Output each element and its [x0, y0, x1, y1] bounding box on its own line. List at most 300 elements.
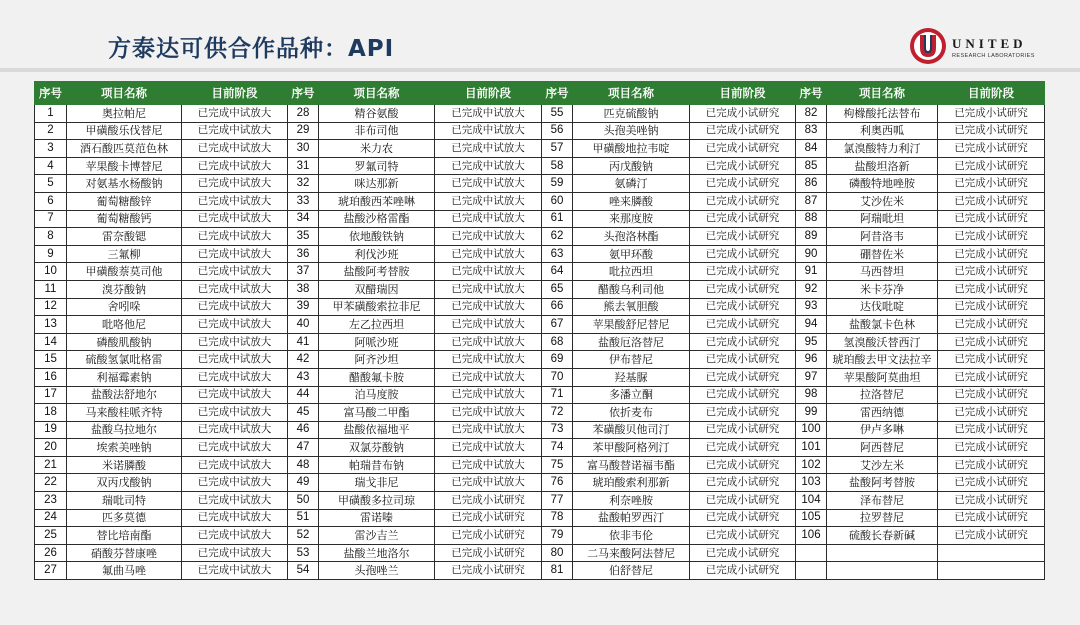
cell-stage: 已完成小试研究: [690, 245, 796, 263]
cell-index: 29: [288, 122, 319, 140]
cell-project-name: 盐酸氯卡色林: [827, 316, 938, 334]
cell-index: 39: [288, 298, 319, 316]
cell-stage: 已完成中试放大: [435, 474, 542, 492]
cell-project-name: 盐酸阿考替胺: [827, 474, 938, 492]
cell-stage: 已完成中试放大: [182, 210, 288, 228]
cell-project-name: 依折麦布: [573, 404, 690, 422]
table-row: [35, 228, 1045, 246]
logo-name: UNITED: [952, 36, 1027, 51]
cell-project-name: 氟曲马唑: [67, 562, 182, 580]
cell-project-name: 伊卢多啉: [827, 421, 938, 439]
cell-stage: 已完成中试放大: [435, 404, 542, 422]
cell-stage: 已完成小试研究: [938, 333, 1045, 351]
cell-stage: 已完成中试放大: [435, 263, 542, 281]
cell-stage: 已完成小试研究: [690, 368, 796, 386]
united-logo-icon: [908, 26, 948, 66]
cell-project-name: 唑来膦酸: [573, 192, 690, 210]
cell-stage: 已完成小试研究: [938, 456, 1045, 474]
cell-index: 91: [796, 263, 827, 281]
cell-index: 40: [288, 316, 319, 334]
cell-stage: 已完成小试研究: [938, 509, 1045, 527]
cell-project-name: 盐酸乌拉地尔: [67, 421, 182, 439]
cell-index: 75: [542, 456, 573, 474]
cell-project-name: 枸橼酸托法替布: [827, 105, 938, 123]
cell-project-name: 利福霉素钠: [67, 368, 182, 386]
cell-project-name: 羟基脲: [573, 368, 690, 386]
cell-stage: 已完成小试研究: [690, 140, 796, 158]
table-row: [35, 562, 1045, 580]
cell-project-name: 头孢美唑钠: [573, 122, 690, 140]
cell-stage: 已完成小试研究: [938, 474, 1045, 492]
cell-project-name: 达伐吡啶: [827, 298, 938, 316]
column-header: 项目名称: [319, 82, 435, 105]
cell-index: 35: [288, 228, 319, 246]
cell-project-name: 琥珀酸西苯唑啉: [319, 192, 435, 210]
cell-stage: 已完成中试放大: [435, 351, 542, 369]
cell-stage: 已完成中试放大: [182, 140, 288, 158]
cell-project-name: 吡咯他尼: [67, 316, 182, 334]
cell-project-name: 来那度胺: [573, 210, 690, 228]
cell-index: 71: [542, 386, 573, 404]
cell-index: 47: [288, 439, 319, 457]
table-row: [35, 474, 1045, 492]
cell-project-name: 艾沙左米: [827, 456, 938, 474]
cell-stage: 已完成小试研究: [938, 527, 1045, 545]
cell-index: 69: [542, 351, 573, 369]
table-row: [35, 105, 1045, 123]
cell-stage: 已完成中试放大: [435, 192, 542, 210]
cell-index: 43: [288, 368, 319, 386]
cell-project-name: 阿瑞吡坦: [827, 210, 938, 228]
cell-index: 94: [796, 316, 827, 334]
cell-stage: 已完成中试放大: [182, 456, 288, 474]
cell-stage: 已完成中试放大: [435, 333, 542, 351]
cell-project-name: 咪达那新: [319, 175, 435, 193]
cell-index: 25: [35, 527, 67, 545]
cell-stage: 已完成小试研究: [690, 175, 796, 193]
cell-stage: 已完成中试放大: [182, 544, 288, 562]
cell-project-name: 磷酸特地唑胺: [827, 175, 938, 193]
cell-project-name: 甲磺酸萘莫司他: [67, 263, 182, 281]
cell-index: 93: [796, 298, 827, 316]
cell-stage: 已完成中试放大: [182, 386, 288, 404]
cell-project-name: 醋酸氟卡胺: [319, 368, 435, 386]
cell-project-name: 富马酸替诺福韦酯: [573, 456, 690, 474]
cell-index: 84: [796, 140, 827, 158]
cell-project-name: 双丙戊酸钠: [67, 474, 182, 492]
table-row: [35, 439, 1045, 457]
cell-index: 11: [35, 280, 67, 298]
cell-index: 15: [35, 351, 67, 369]
cell-project-name: 盐酸厄洛替尼: [573, 333, 690, 351]
cell-index: 95: [796, 333, 827, 351]
cell-project-name: 葡萄糖酸钙: [67, 210, 182, 228]
cell-project-name: 盐酸兰地洛尔: [319, 544, 435, 562]
cell-index: 4: [35, 157, 67, 175]
cell-index: 55: [542, 105, 573, 123]
cell-project-name: 利伐沙班: [319, 245, 435, 263]
cell-index: 90: [796, 245, 827, 263]
cell-stage: 已完成小试研究: [690, 298, 796, 316]
cell-stage: 已完成中试放大: [435, 210, 542, 228]
cell-project-name: 依非韦伦: [573, 527, 690, 545]
cell-project-name: 琥珀酸去甲文法拉辛: [827, 351, 938, 369]
table-row: [35, 386, 1045, 404]
cell-project-name: 氯溴酸特力利汀: [827, 140, 938, 158]
cell-project-name: 阿昔洛韦: [827, 228, 938, 246]
cell-project-name: 盐酸阿考替胺: [319, 263, 435, 281]
cell-index: 68: [542, 333, 573, 351]
cell-index: 16: [35, 368, 67, 386]
cell-project-name: 硼替佐米: [827, 245, 938, 263]
cell-index: 28: [288, 105, 319, 123]
cell-stage: 已完成小试研究: [938, 404, 1045, 422]
cell-stage: 已完成小试研究: [690, 122, 796, 140]
cell-project-name: 吡拉西坦: [573, 263, 690, 281]
cell-index: 13: [35, 316, 67, 334]
cell-project-name: 左乙拉西坦: [319, 316, 435, 334]
table-row: [35, 492, 1045, 510]
cell-index: 7: [35, 210, 67, 228]
table-row: [35, 527, 1045, 545]
cell-project-name: 多潘立酮: [573, 386, 690, 404]
cell-stage: 已完成小试研究: [690, 544, 796, 562]
cell-index: 50: [288, 492, 319, 510]
cell-stage: 已完成小试研究: [690, 509, 796, 527]
cell-project-name: 磷酸肌酸钠: [67, 333, 182, 351]
cell-project-name: 奥拉帕尼: [67, 105, 182, 123]
cell-project-name: 盐酸法舒地尔: [67, 386, 182, 404]
table-row: [35, 316, 1045, 334]
table-row: [35, 544, 1045, 562]
cell-project-name: 苹果酸舒尼替尼: [573, 316, 690, 334]
cell-stage: 已完成小试研究: [690, 263, 796, 281]
cell-stage: 已完成小试研究: [938, 192, 1045, 210]
cell-project-name: 帕瑞昔布钠: [319, 456, 435, 474]
table-row: [35, 333, 1045, 351]
cell-project-name: 匹多莫德: [67, 509, 182, 527]
cell-index: 1: [35, 105, 67, 123]
cell-stage: 已完成中试放大: [182, 509, 288, 527]
logo-subtitle: RESEARCH LABORATORIES: [952, 53, 1035, 59]
cell-project-name: 二马来酸阿法替尼: [573, 544, 690, 562]
cell-project-name: 瑞吡司特: [67, 492, 182, 510]
cell-project-name: 甲磺酸多拉司琼: [319, 492, 435, 510]
table-row: [35, 122, 1045, 140]
cell-project-name: 甲磺酸乐伐替尼: [67, 122, 182, 140]
cell-project-name: 雷沙吉兰: [319, 527, 435, 545]
cell-index: 67: [542, 316, 573, 334]
cell-stage: 已完成小试研究: [690, 527, 796, 545]
cell-stage: 已完成中试放大: [182, 492, 288, 510]
cell-stage: 已完成中试放大: [182, 105, 288, 123]
cell-stage: 已完成中试放大: [182, 421, 288, 439]
cell-index: 97: [796, 368, 827, 386]
cell-index: 26: [35, 544, 67, 562]
cell-index: 89: [796, 228, 827, 246]
cell-project-name: 雷奈酸锶: [67, 228, 182, 246]
cell-stage: 已完成中试放大: [435, 456, 542, 474]
cell-stage: 已完成小试研究: [690, 105, 796, 123]
cell-stage: 已完成小试研究: [690, 192, 796, 210]
cell-project-name: 酒石酸匹莫范色林: [67, 140, 182, 158]
cell-stage: 已完成中试放大: [435, 439, 542, 457]
cell-stage: 已完成小试研究: [690, 157, 796, 175]
cell-stage: 已完成小试研究: [690, 228, 796, 246]
cell-index: 106: [796, 527, 827, 545]
cell-index: 53: [288, 544, 319, 562]
cell-index: 9: [35, 245, 67, 263]
cell-index: 18: [35, 404, 67, 422]
cell-stage: 已完成中试放大: [182, 263, 288, 281]
column-header: 目前阶段: [182, 82, 288, 105]
cell-index: 102: [796, 456, 827, 474]
cell-stage: 已完成小试研究: [690, 456, 796, 474]
cell-index: 79: [542, 527, 573, 545]
cell-project-name: 埃索美唑钠: [67, 439, 182, 457]
cell-stage: 已完成小试研究: [938, 105, 1045, 123]
cell-index: 82: [796, 105, 827, 123]
cell-index: 6: [35, 192, 67, 210]
cell-project-name: 盐酸沙格雷酯: [319, 210, 435, 228]
column-header: 目前阶段: [690, 82, 796, 105]
cell-stage: 已完成小试研究: [690, 492, 796, 510]
cell-stage: 已完成小试研究: [938, 351, 1045, 369]
cell-index: 81: [542, 562, 573, 580]
company-logo: [908, 26, 1058, 70]
column-header: 项目名称: [67, 82, 182, 105]
cell-index: 100: [796, 421, 827, 439]
cell-index: 64: [542, 263, 573, 281]
cell-project-name: 葡萄糖酸锌: [67, 192, 182, 210]
table-row: [35, 351, 1045, 369]
cell-project-name: 溴芬酸钠: [67, 280, 182, 298]
table-row: [35, 368, 1045, 386]
cell-stage: 已完成中试放大: [182, 316, 288, 334]
cell-index: 83: [796, 122, 827, 140]
cell-stage: 已完成中试放大: [182, 192, 288, 210]
cell-stage: 已完成中试放大: [435, 386, 542, 404]
cell-index: 32: [288, 175, 319, 193]
table-row: [35, 157, 1045, 175]
cell-stage: 已完成中试放大: [182, 245, 288, 263]
cell-stage: 已完成中试放大: [182, 404, 288, 422]
cell-project-name: 精谷氨酸: [319, 105, 435, 123]
cell-project-name: 瑞戈非尼: [319, 474, 435, 492]
column-header: 序号: [35, 82, 67, 105]
cell-stage: 已完成中试放大: [435, 140, 542, 158]
table-row: [35, 140, 1045, 158]
table-row: [35, 456, 1045, 474]
cell-index: 30: [288, 140, 319, 158]
cell-stage: 已完成中试放大: [182, 439, 288, 457]
cell-project-name: 富马酸二甲酯: [319, 404, 435, 422]
cell-stage: 已完成中试放大: [435, 105, 542, 123]
cell-index: 3: [35, 140, 67, 158]
cell-stage: 已完成小试研究: [690, 316, 796, 334]
table-row: [35, 421, 1045, 439]
cell-project-name: 替比培南酯: [67, 527, 182, 545]
cell-index: 85: [796, 157, 827, 175]
cell-project-name: 苹果酸阿莫曲坦: [827, 368, 938, 386]
cell-stage: 已完成中试放大: [182, 562, 288, 580]
cell-project-name: 氢溴酸沃替西汀: [827, 333, 938, 351]
cell-project-name: 依地酸铁钠: [319, 228, 435, 246]
cell-project-name: 三氟柳: [67, 245, 182, 263]
cell-project-name: 苯磺酸贝他司汀: [573, 421, 690, 439]
cell-index: 98: [796, 386, 827, 404]
cell-index: 51: [288, 509, 319, 527]
cell-index: 58: [542, 157, 573, 175]
cell-index: 17: [35, 386, 67, 404]
cell-project-name: 马西替坦: [827, 263, 938, 281]
cell-project-name: 利奥西呱: [827, 122, 938, 140]
table-row: [35, 245, 1045, 263]
cell-stage: 已完成小试研究: [938, 421, 1045, 439]
cell-project-name: 马来酸桂哌齐特: [67, 404, 182, 422]
cell-stage: 已完成小试研究: [690, 404, 796, 422]
cell-stage: 已完成小试研究: [435, 562, 542, 580]
cell-index: 23: [35, 492, 67, 510]
table-row: [35, 210, 1045, 228]
cell-stage: 已完成中试放大: [435, 368, 542, 386]
cell-index: 77: [542, 492, 573, 510]
cell-project-name: 匹克硫酸钠: [573, 105, 690, 123]
cell-project-name: 拉罗替尼: [827, 509, 938, 527]
table-row: [35, 280, 1045, 298]
table-row: [35, 298, 1045, 316]
cell-index: 22: [35, 474, 67, 492]
cell-stage: 已完成中试放大: [182, 527, 288, 545]
cell-stage: 已完成中试放大: [182, 298, 288, 316]
cell-stage: 已完成小试研究: [690, 421, 796, 439]
cell-project-name: 甲苯磺酸索拉非尼: [319, 298, 435, 316]
cell-stage: 已完成小试研究: [690, 562, 796, 580]
table-row: [35, 175, 1045, 193]
cell-stage: 已完成小试研究: [690, 280, 796, 298]
cell-stage: 已完成中试放大: [182, 157, 288, 175]
cell-project-name: 氨磷汀: [573, 175, 690, 193]
cell-index: 31: [288, 157, 319, 175]
table-header-row: [35, 82, 1045, 105]
cell-stage: [938, 562, 1045, 580]
cell-index: 46: [288, 421, 319, 439]
column-header: 目前阶段: [938, 82, 1045, 105]
cell-project-name: 泊马度胺: [319, 386, 435, 404]
cell-project-name: 泽布替尼: [827, 492, 938, 510]
cell-index: 38: [288, 280, 319, 298]
cell-stage: 已完成中试放大: [182, 368, 288, 386]
cell-project-name: 熊去氧胆酸: [573, 298, 690, 316]
table-row: [35, 509, 1045, 527]
cell-project-name: 阿哌沙班: [319, 333, 435, 351]
cell-project-name: 非布司他: [319, 122, 435, 140]
cell-index: 45: [288, 404, 319, 422]
cell-index: 27: [35, 562, 67, 580]
table-row: [35, 263, 1045, 281]
cell-index: 105: [796, 509, 827, 527]
cell-stage: [938, 544, 1045, 562]
cell-project-name: 盐酸坦洛新: [827, 157, 938, 175]
cell-project-name: 拉洛替尼: [827, 386, 938, 404]
cell-stage: 已完成小试研究: [690, 386, 796, 404]
cell-project-name: 米卡芬净: [827, 280, 938, 298]
cell-index: 57: [542, 140, 573, 158]
column-header: 目前阶段: [435, 82, 542, 105]
cell-stage: 已完成中试放大: [182, 351, 288, 369]
cell-index: 14: [35, 333, 67, 351]
cell-index: 61: [542, 210, 573, 228]
cell-stage: 已完成中试放大: [435, 280, 542, 298]
cell-index: 41: [288, 333, 319, 351]
cell-project-name: 丙戊酸钠: [573, 157, 690, 175]
cell-stage: 已完成小试研究: [938, 245, 1045, 263]
cell-index: 60: [542, 192, 573, 210]
cell-project-name: 米力农: [319, 140, 435, 158]
cell-project-name: 琥珀酸索利那新: [573, 474, 690, 492]
cell-stage: 已完成中试放大: [435, 421, 542, 439]
cell-index: 73: [542, 421, 573, 439]
cell-stage: 已完成小试研究: [690, 351, 796, 369]
cell-project-name: 头孢洛林酯: [573, 228, 690, 246]
cell-project-name: [827, 562, 938, 580]
cell-stage: 已完成中试放大: [182, 228, 288, 246]
cell-index: 72: [542, 404, 573, 422]
cell-project-name: 盐酸依福地平: [319, 421, 435, 439]
api-product-table: [34, 81, 1045, 580]
cell-project-name: [827, 544, 938, 562]
cell-index: 49: [288, 474, 319, 492]
cell-stage: 已完成小试研究: [690, 474, 796, 492]
cell-project-name: 伊布替尼: [573, 351, 690, 369]
cell-project-name: 硝酸芬替康唑: [67, 544, 182, 562]
cell-project-name: 对氨基水杨酸钠: [67, 175, 182, 193]
cell-index: 33: [288, 192, 319, 210]
cell-index: 24: [35, 509, 67, 527]
cell-index: 88: [796, 210, 827, 228]
cell-index: 66: [542, 298, 573, 316]
cell-stage: 已完成小试研究: [938, 386, 1045, 404]
api-table-container: [34, 81, 1044, 580]
cell-stage: 已完成小试研究: [938, 175, 1045, 193]
cell-index: 80: [542, 544, 573, 562]
cell-index: 70: [542, 368, 573, 386]
cell-project-name: 双醋瑞因: [319, 280, 435, 298]
cell-stage: 已完成中试放大: [182, 175, 288, 193]
cell-index: [796, 562, 827, 580]
cell-project-name: 盐酸帕罗西汀: [573, 509, 690, 527]
cell-stage: 已完成小试研究: [435, 527, 542, 545]
cell-index: 65: [542, 280, 573, 298]
cell-project-name: 甲磺酸地拉韦啶: [573, 140, 690, 158]
page-title: 方泰达可供合作品种：API: [108, 36, 395, 62]
cell-stage: 已完成小试研究: [435, 509, 542, 527]
cell-project-name: 硫酸长春新碱: [827, 527, 938, 545]
cell-stage: 已完成中试放大: [435, 157, 542, 175]
cell-stage: 已完成小试研究: [938, 263, 1045, 281]
cell-stage: 已完成小试研究: [938, 228, 1045, 246]
cell-project-name: 利奈唑胺: [573, 492, 690, 510]
cell-index: 101: [796, 439, 827, 457]
column-header: 项目名称: [827, 82, 938, 105]
cell-stage: 已完成小试研究: [690, 439, 796, 457]
cell-project-name: 罗氟司特: [319, 157, 435, 175]
cell-index: 78: [542, 509, 573, 527]
cell-stage: 已完成小试研究: [690, 333, 796, 351]
cell-project-name: 阿齐沙坦: [319, 351, 435, 369]
cell-stage: 已完成中试放大: [182, 474, 288, 492]
cell-stage: 已完成小试研究: [938, 298, 1045, 316]
